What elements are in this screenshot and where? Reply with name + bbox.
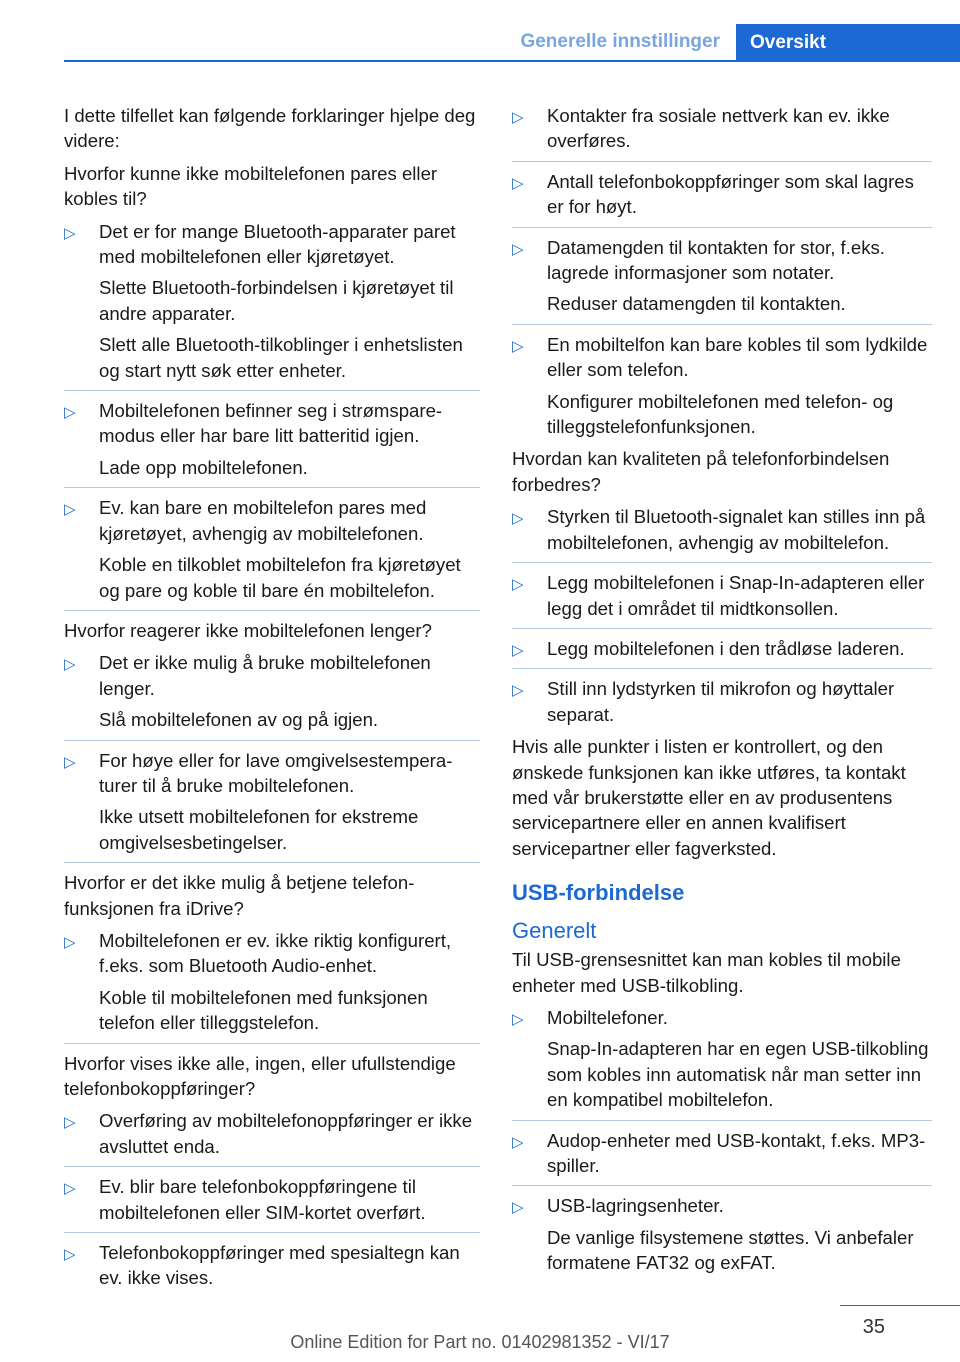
item-text: Still inn lydstyrken til mikrofon og høyttaler separat. (547, 678, 895, 725)
triangle-bullet-icon: ▷ (512, 240, 524, 258)
list-item (64, 398, 480, 488)
list-item (512, 676, 932, 727)
item-solution: Koble til mobiltelefonen med funksjonen telefon eller tilleggstelefon. (99, 986, 428, 1034)
item-text: Datamengden til kontakten for stor, f.eks. lagrede informasjoner som notater. (547, 236, 885, 284)
triangle-bullet-icon: ▷ (512, 510, 524, 528)
list-item (64, 495, 480, 611)
list-item (64, 219, 480, 391)
header-tab: Oversikt (736, 24, 960, 62)
intro-paragraph: I dette tilfellet kan følgende forklaringer hjelpe deg videre: (64, 105, 476, 152)
triangle-bullet-icon: ▷ (64, 1114, 76, 1132)
item-text: En mobiltelfon kan bare kobles til som lydkilde eller som telefon. (547, 333, 928, 381)
item-text: Antall telefonbokoppføringer som skal lagres er for høyt. (547, 170, 914, 218)
footer-rule (840, 1305, 960, 1306)
list-item (512, 504, 932, 563)
question-not-responding: Hvorfor reagerer ikke mobiltelefonen lenger? (64, 619, 432, 641)
item-solution: Slette Bluetooth-forbindelsen i kjøretøyet til andre apparater. (99, 277, 454, 324)
item-text: Mobiltelefonen befinner seg i strømsparemodus eller har bare litt batteritid igjen. (99, 400, 443, 447)
triangle-bullet-icon: ▷ (64, 753, 76, 771)
list-item (512, 1128, 932, 1187)
header-section-title: Generelle innstillinger (520, 31, 720, 52)
triangle-bullet-icon: ▷ (512, 337, 524, 355)
left-column (64, 103, 480, 1298)
triangle-bullet-icon: ▷ (64, 501, 76, 519)
item-text: Telefonbokoppføringer med spesialtegn kan ev. ikke vises. (99, 1242, 460, 1289)
triangle-bullet-icon: ▷ (512, 682, 524, 700)
page-number: 35 (862, 1316, 885, 1338)
list-item (512, 1193, 932, 1275)
item-text: Overføring av mobiltelefonoppføringer er ikke avsluttet enda. (99, 1110, 473, 1157)
question-quality: Hvordan kan kvaliteten på telefonforbindelsen forbedres? (512, 448, 890, 495)
triangle-bullet-icon: ▷ (512, 1133, 524, 1151)
list-item (64, 1108, 480, 1167)
item-solution: Konfigurer mobiltelefonen med telefon- og tilleggstelefonfunksjonen. (547, 390, 894, 438)
right-column (512, 103, 932, 1283)
list-item (64, 1174, 480, 1233)
item-text: Mobiltelefoner. (547, 1006, 668, 1028)
triangle-bullet-icon: ▷ (64, 1180, 76, 1198)
triangle-bullet-icon: ▷ (512, 576, 524, 594)
list-item (512, 235, 932, 325)
item-solution: Slett alle Bluetooth-tilkoblinger i enhetslisten og start nytt søk etter enheter. (99, 334, 463, 381)
item-text: Kontakter fra sosiale nettverk kan ev. ikke overføres. (547, 105, 890, 152)
item-text: USB-lagringsenheter. (547, 1195, 724, 1217)
triangle-bullet-icon: ▷ (64, 656, 76, 674)
item-text: Styrken til Bluetooth-signalet kan stilles inn på mobiltelefonen, avhengig av mobiltelefon. (547, 506, 926, 553)
triangle-bullet-icon: ▷ (64, 1246, 76, 1264)
question-phonebook: Hvorfor vises ikke alle, ingen, eller ufullstendige telefonbokoppføringer? (64, 1052, 456, 1099)
footer-edition: Online Edition for Part no. 01402981352 - VI/17 (290, 1332, 670, 1352)
triangle-bullet-icon: ▷ (64, 933, 76, 951)
item-text: Ev. blir bare telefonbokoppføringene til mobiltelefonen eller SIM-kortet overført. (99, 1176, 426, 1223)
triangle-bullet-icon: ▷ (64, 224, 76, 242)
item-text: Legg mobiltelefonen i Snap-In-adapteren eller legg det i området til midtkonsollen. (547, 572, 925, 619)
list-item (64, 650, 480, 740)
subsection-heading-generelt: Generelt (512, 918, 597, 944)
item-solution: Reduser datamengden til kontakten. (547, 293, 846, 315)
section-heading-usb: USB-forbindelse (512, 880, 685, 906)
triangle-bullet-icon: ▷ (512, 641, 524, 659)
item-solution: Lade opp mobiltelefonen. (99, 456, 308, 478)
header-rule (64, 60, 960, 62)
question-idrive: Hvorfor er det ikke mulig å betjene telefonfunksjonen fra iDrive? (64, 872, 415, 919)
list-item (512, 1005, 932, 1121)
usb-intro-paragraph: Til USB-grensesnittet kan man kobles til mobile enheter med USB-tilkobling. (512, 949, 901, 996)
triangle-bullet-icon: ▷ (64, 404, 76, 422)
triangle-bullet-icon: ▷ (512, 1199, 524, 1217)
triangle-bullet-icon: ▷ (512, 1010, 524, 1028)
list-item (512, 103, 932, 162)
list-item (512, 570, 932, 629)
item-text: Ev. kan bare en mobiltelefon pares med kjøretøyet, avhengig av mobiltelefonen. (99, 497, 427, 544)
item-text: Det er ikke mulig å bruke mobiltelefonen lenger. (99, 652, 431, 699)
list-item (512, 332, 932, 440)
support-paragraph: Hvis alle punkter i listen er kontrollert, og den ønskede funksjonen kan ikke utføres, ta kontakt med vår brukerstøtte eller en av produsentens servicepartnere eller en annen kvalifisert servicepartner eller fagverksted. (512, 736, 906, 859)
triangle-bullet-icon: ▷ (512, 109, 524, 126)
item-solution: Koble en tilkoblet mobiltelefon fra kjøretøyet og pare og koble til bare én mobiltelefon. (99, 554, 461, 601)
item-solution: Ikke utsett mobiltelefonen for ekstreme omgivelsesbetingelser. (99, 806, 419, 853)
item-text: Mobiltelefonen er ev. ikke riktig konfigurert, f.eks. som Bluetooth Audio-enhet. (99, 929, 452, 977)
list-item (512, 636, 932, 669)
triangle-bullet-icon: ▷ (512, 174, 524, 192)
item-solution: De vanlige filsystemene støttes. Vi anbefaler formatene FAT32 og exFAT. (547, 1226, 914, 1274)
item-solution: Snap-In-adapteren har en egen USB-tilkobling som kobles inn automatisk når man setter inn en kompatibel mobiltelefon. (547, 1038, 929, 1111)
list-item (64, 748, 480, 864)
list-item (64, 928, 480, 1044)
page-header (64, 0, 960, 62)
list-item (64, 1240, 480, 1291)
item-text: For høye eller for lave omgivelsestemperaturer til å bruke mobiltelefonen. (99, 749, 453, 796)
question-pairing: Hvorfor kunne ikke mobiltelefonen pares eller kobles til? (64, 162, 438, 210)
list-item (512, 169, 932, 228)
item-text: Legg mobiltelefonen i den trådløse laderen. (547, 637, 905, 659)
item-solution: Slå mobiltelefonen av og på igjen. (99, 709, 379, 731)
item-text: Det er for mange Bluetooth-apparater paret med mobiltelefonen eller kjøretøyet. (99, 220, 456, 268)
item-text: Audop-enheter med USB-kontakt, f.eks. MP3-spiller. (547, 1129, 926, 1176)
